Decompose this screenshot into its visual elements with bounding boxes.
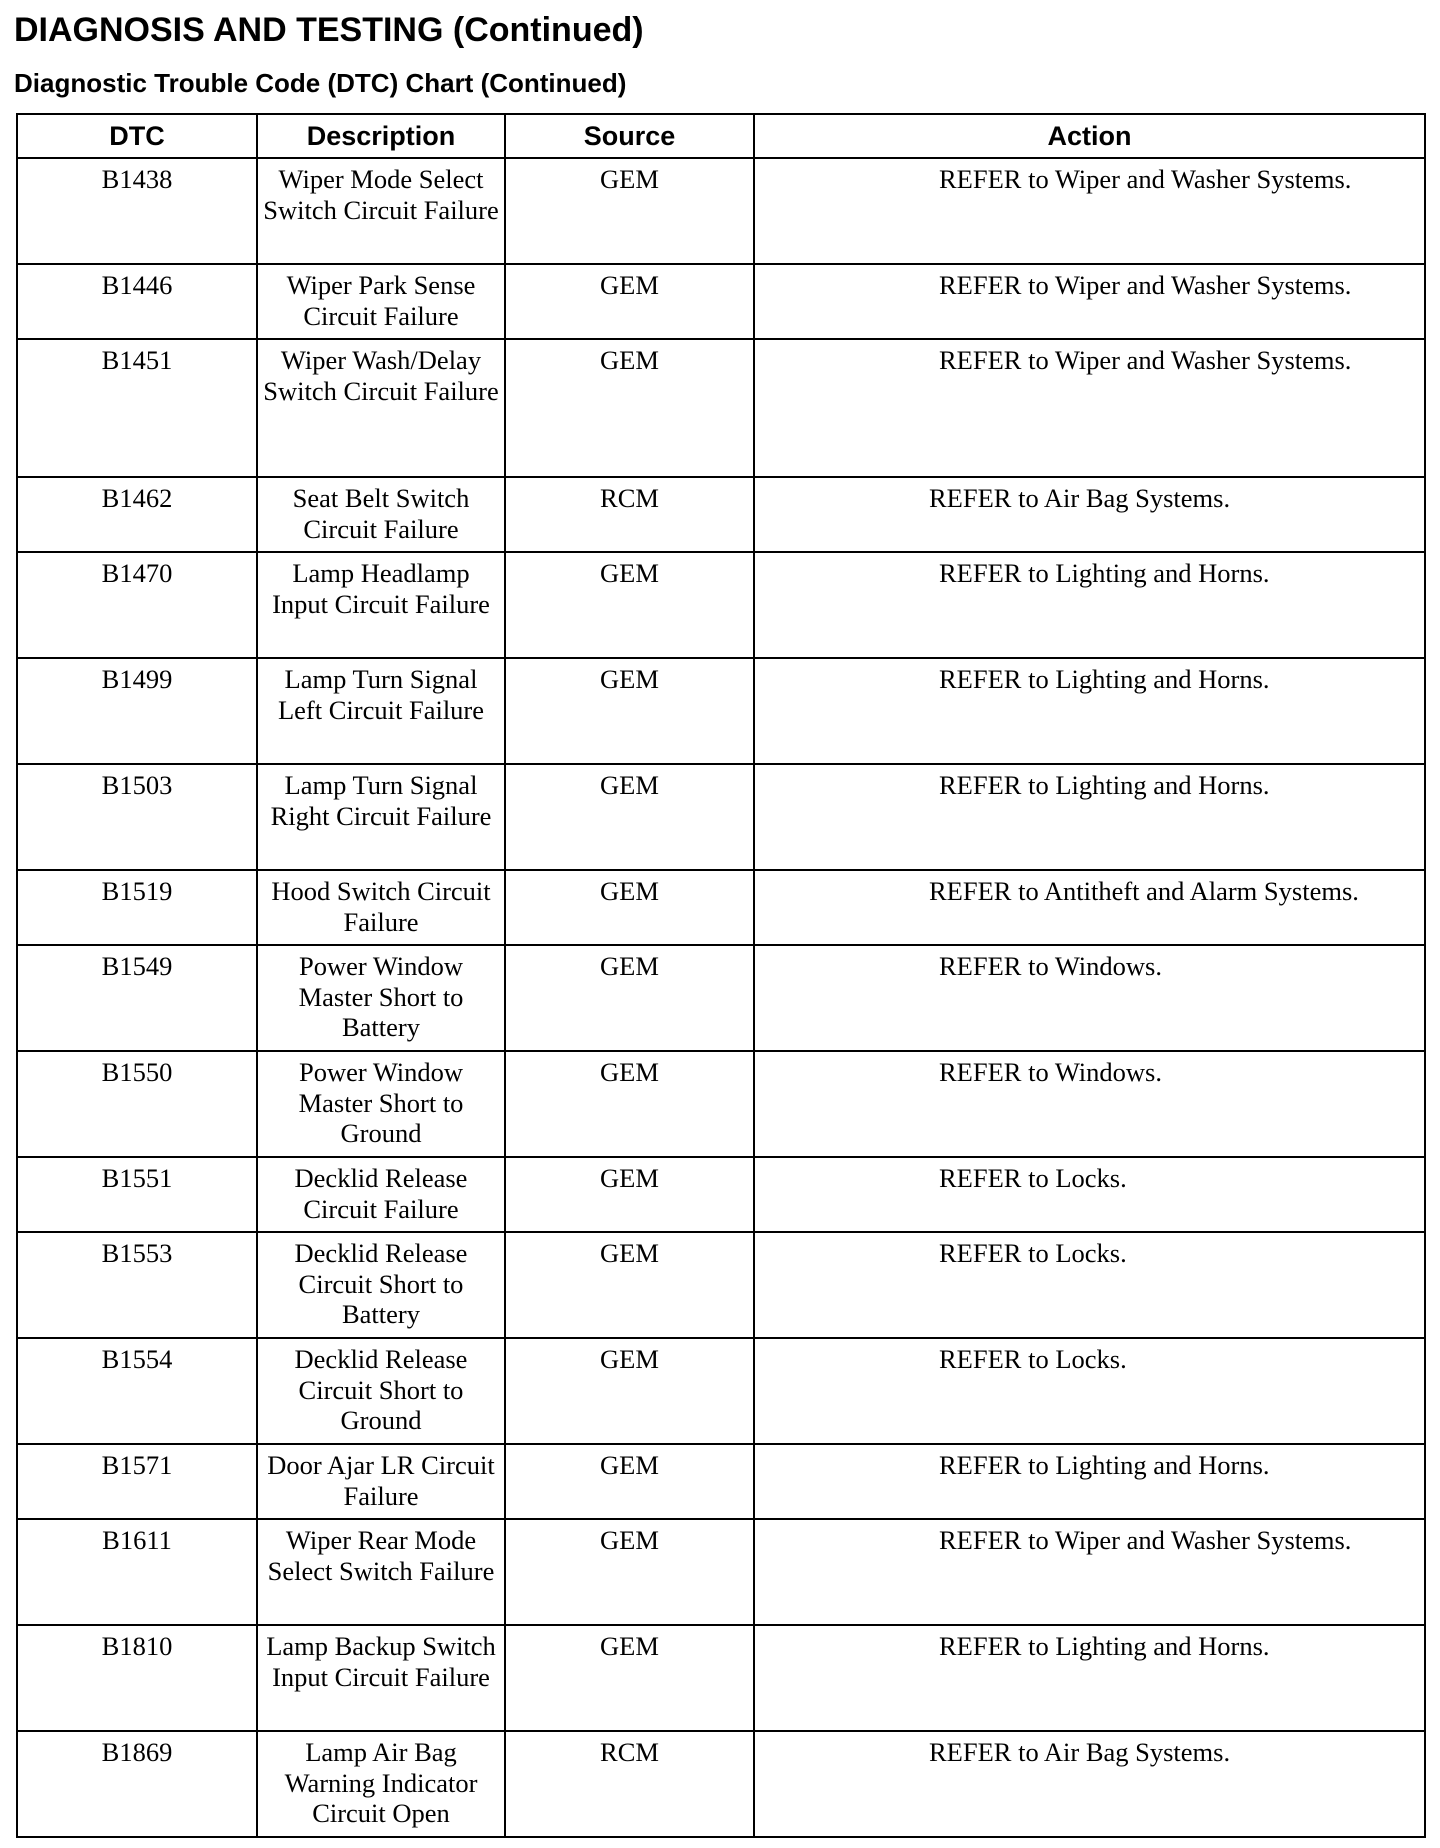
dtc-source: GEM <box>505 1444 754 1519</box>
dtc-description: Wiper Park Sense Circuit Failure <box>257 264 505 339</box>
table-row <box>17 1051 1425 1157</box>
column-header-description: Description <box>257 114 505 158</box>
table-row <box>17 477 1425 552</box>
dtc-code: B1519 <box>17 870 257 945</box>
dtc-source: GEM <box>505 1338 754 1444</box>
dtc-action: REFER to Lighting and Horns. <box>754 1625 1425 1731</box>
dtc-source: GEM <box>505 339 754 477</box>
column-header-source: Source <box>505 114 754 158</box>
table-row <box>17 945 1425 1051</box>
dtc-source: GEM <box>505 158 754 264</box>
dtc-action: REFER to Locks. <box>754 1338 1425 1444</box>
table-row <box>17 870 1425 945</box>
dtc-source: GEM <box>505 1157 754 1232</box>
table-row <box>17 1232 1425 1338</box>
dtc-action: REFER to Locks. <box>754 1232 1425 1338</box>
dtc-code: B1470 <box>17 552 257 658</box>
dtc-source: RCM <box>505 477 754 552</box>
dtc-action: REFER to Lighting and Horns. <box>754 658 1425 764</box>
dtc-description: Power Window Master Short to Battery <box>257 945 505 1051</box>
dtc-source: RCM <box>505 1731 754 1837</box>
dtc-code: B1549 <box>17 945 257 1051</box>
dtc-description: Door Ajar LR Circuit Failure <box>257 1444 505 1519</box>
dtc-code: B1553 <box>17 1232 257 1338</box>
dtc-source: GEM <box>505 1051 754 1157</box>
dtc-code: B1571 <box>17 1444 257 1519</box>
dtc-code: B1462 <box>17 477 257 552</box>
table-row <box>17 1519 1425 1625</box>
dtc-action: REFER to Wiper and Washer Systems. <box>754 339 1425 477</box>
dtc-action: REFER to Air Bag Systems. <box>754 477 1425 552</box>
dtc-description: Seat Belt Switch Circuit Failure <box>257 477 505 552</box>
dtc-action: REFER to Wiper and Washer Systems. <box>754 1519 1425 1625</box>
dtc-description: Lamp Backup Switch Input Circuit Failure <box>257 1625 505 1731</box>
table-row <box>17 658 1425 764</box>
table-row <box>17 339 1425 477</box>
dtc-action: REFER to Antitheft and Alarm Systems. <box>754 870 1425 945</box>
table-row <box>17 552 1425 658</box>
dtc-code: B1810 <box>17 1625 257 1731</box>
dtc-code: B1611 <box>17 1519 257 1625</box>
dtc-action: REFER to Wiper and Washer Systems. <box>754 158 1425 264</box>
dtc-code: B1499 <box>17 658 257 764</box>
dtc-action: REFER to Lighting and Horns. <box>754 552 1425 658</box>
dtc-source: GEM <box>505 1232 754 1338</box>
dtc-description: Lamp Turn Signal Right Circuit Failure <box>257 764 505 870</box>
dtc-action: REFER to Windows. <box>754 1051 1425 1157</box>
dtc-source: GEM <box>505 1625 754 1731</box>
column-header-action: Action <box>754 114 1425 158</box>
table-row <box>17 1625 1425 1731</box>
dtc-code: B1451 <box>17 339 257 477</box>
dtc-action: REFER to Windows. <box>754 945 1425 1051</box>
dtc-description: Decklid Release Circuit Short to Ground <box>257 1338 505 1444</box>
dtc-code: B1551 <box>17 1157 257 1232</box>
dtc-code: B1550 <box>17 1051 257 1157</box>
dtc-description: Hood Switch Circuit Failure <box>257 870 505 945</box>
table-row <box>17 1731 1425 1837</box>
dtc-description: Wiper Rear Mode Select Switch Failure <box>257 1519 505 1625</box>
page-title: DIAGNOSIS AND TESTING (Continued) <box>14 11 644 49</box>
dtc-description: Wiper Mode Select Switch Circuit Failure <box>257 158 505 264</box>
dtc-action: REFER to Locks. <box>754 1157 1425 1232</box>
dtc-description: Decklid Release Circuit Short to Battery <box>257 1232 505 1338</box>
dtc-source: GEM <box>505 870 754 945</box>
chart-subtitle: Diagnostic Trouble Code (DTC) Chart (Continued) <box>14 68 627 98</box>
dtc-code: B1438 <box>17 158 257 264</box>
table-row <box>17 1338 1425 1444</box>
dtc-code: B1503 <box>17 764 257 870</box>
table-row <box>17 264 1425 339</box>
table-row <box>17 1444 1425 1519</box>
table-header-row <box>17 114 1425 158</box>
dtc-code: B1869 <box>17 1731 257 1837</box>
dtc-action: REFER to Air Bag Systems. <box>754 1731 1425 1837</box>
table-row <box>17 1157 1425 1232</box>
dtc-source: GEM <box>505 264 754 339</box>
dtc-code: B1554 <box>17 1338 257 1444</box>
table-row <box>17 764 1425 870</box>
dtc-action: REFER to Lighting and Horns. <box>754 764 1425 870</box>
dtc-action: REFER to Wiper and Washer Systems. <box>754 264 1425 339</box>
column-header-dtc: DTC <box>17 114 257 158</box>
dtc-source: GEM <box>505 945 754 1051</box>
dtc-description: Lamp Headlamp Input Circuit Failure <box>257 552 505 658</box>
dtc-source: GEM <box>505 658 754 764</box>
table-row <box>17 158 1425 264</box>
dtc-description: Lamp Air Bag Warning Indicator Circuit Open <box>257 1731 505 1837</box>
dtc-description: Power Window Master Short to Ground <box>257 1051 505 1157</box>
dtc-description: Decklid Release Circuit Failure <box>257 1157 505 1232</box>
dtc-source: GEM <box>505 1519 754 1625</box>
dtc-source: GEM <box>505 764 754 870</box>
dtc-code: B1446 <box>17 264 257 339</box>
dtc-description: Wiper Wash/Delay Switch Circuit Failure <box>257 339 505 477</box>
dtc-action: REFER to Lighting and Horns. <box>754 1444 1425 1519</box>
dtc-chart-table <box>16 113 1426 1838</box>
dtc-source: GEM <box>505 552 754 658</box>
dtc-description: Lamp Turn Signal Left Circuit Failure <box>257 658 505 764</box>
